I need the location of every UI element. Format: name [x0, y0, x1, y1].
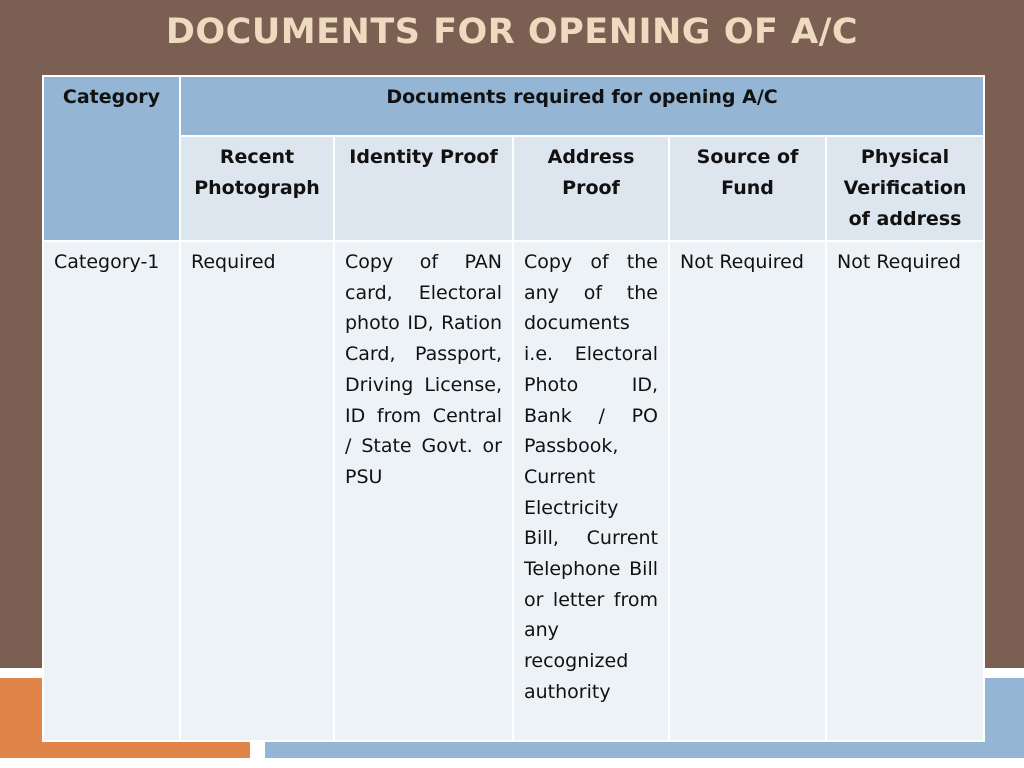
cell-identity-proof: Copy of PAN card, Electoral photo ID, Ration Card, Passport, Driving License, ID from Central / State Govt. or PSU	[334, 241, 513, 741]
column-header-identity-proof: Identity Proof	[334, 136, 513, 241]
cell-category: Category-1	[43, 241, 180, 741]
slide-title: DOCUMENTS FOR OPENING OF A/C	[165, 12, 859, 52]
cell-source-of-fund: Not Required	[669, 241, 826, 741]
column-header-source-of-fund: Source of Fund	[669, 136, 826, 241]
column-header-physical-verification: Physical Verification of address	[826, 136, 984, 241]
cell-recent-photograph: Required	[180, 241, 334, 741]
group-header: Documents required for opening A/C	[180, 76, 984, 136]
documents-table	[42, 75, 985, 742]
table-subheader-row	[43, 136, 984, 241]
cell-address-proof: Copy of the any of the documents i.e. Electoral Photo ID, Bank / PO Passbook, Current Electricity Bill, Current Telephone Bill or letter from any recognized authority	[513, 241, 669, 741]
table-row	[43, 241, 984, 741]
column-header-address-proof: Address Proof	[513, 136, 669, 241]
column-header-recent-photograph: Recent Photograph	[180, 136, 334, 241]
cell-physical-verification: Not Required	[826, 241, 984, 741]
category-header: Category	[43, 76, 180, 241]
table-header-row	[43, 76, 984, 136]
